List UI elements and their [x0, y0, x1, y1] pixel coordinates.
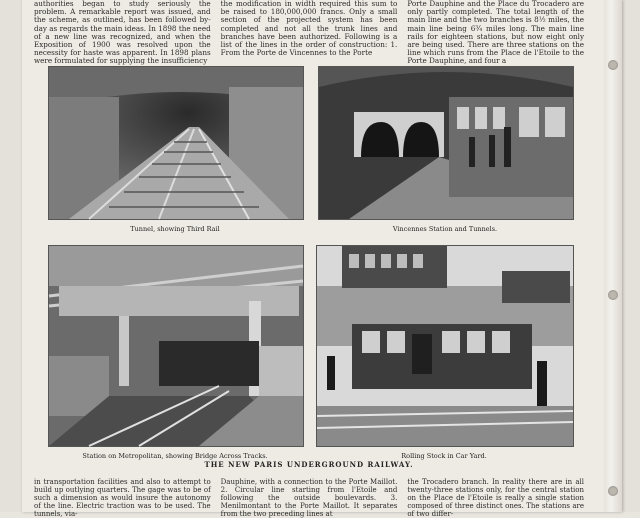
article-title: THE NEW PARIS UNDERGROUND RAILWAY.	[204, 460, 414, 469]
photo-tunnel	[48, 66, 304, 220]
station-illustration	[319, 67, 573, 219]
bottom-text-col-2: Dauphine, with a connection to the Porte Maillot. 2. Circular line starting from l'Etoile and following the outside boulevards. 3. Menilmontant to the Porte Maillot. It separates from the two preceding lines at	[220, 478, 398, 518]
tunnel-illustration	[49, 67, 303, 219]
binding-hole	[608, 486, 618, 496]
photo-rolling-stock	[316, 245, 574, 447]
binding-hole	[608, 60, 618, 70]
caption-rolling-stock: Rolling Stock in Car Yard.	[401, 452, 487, 460]
binding-hole	[608, 290, 618, 300]
caption-station-tunnels: Vincennes Station and Tunnels.	[392, 225, 498, 233]
caption-station-bridge: Station on Metropolitan, showing Bridge Across Tracks.	[82, 452, 268, 460]
caption-tunnel: Tunnel, showing Third Rail	[130, 225, 220, 233]
bottom-text-col-3: the Trocadero branch. In reality there are in all twenty-three stations only, for the central station on the Place de l'Etoile is really a single station composed of three distinct ones. The stations are of two differ-	[407, 478, 585, 518]
photo-station-tunnels	[318, 66, 574, 220]
bottom-text-columns	[34, 478, 585, 518]
photo-station-bridge	[48, 245, 304, 447]
top-text-col-1: authorities began to study seriously the problem. A remarkable report was issued, and the scheme, as outlined, has been followed by-day as regards the main ideas. In 1898 the need of a new line was recognized, and when the Exposition of 1900 was resolved upon the necessity for haste was apparent. In 1898 plans were formulated for supplying the insufficiency	[34, 0, 211, 66]
top-text-columns	[34, 0, 585, 66]
top-text-col-3: Porte Dauphine and the Place du Trocadero are only partly completed. The total length of the main line and the two branches is 8½ miles, the main line being 6¾ miles long. The main line rails for eighteen stations, but now eight only are being used. There are three stations on the line which runs from the Place de l'Etoile to the Porte Dauphine, and four a	[407, 0, 585, 66]
rolling-stock-illustration	[317, 246, 573, 446]
top-text-col-2: the modification in width required this sum to be raised to 180,000,000 francs. Only a small section of the projected system has been completed and not all the trunk lines and branches have been authorized. Following is a list of the lines in the order of construction: 1. From the Porte de Vincennes to the Porte	[220, 0, 398, 58]
page-spine	[604, 0, 622, 512]
bridge-illustration	[49, 246, 303, 446]
bottom-text-col-1: in transportation facilities and also to attempt to build up outlying quarters. The gage was to be of such a dimension as would insure the autonomy of the line. Electric traction was to be used. The tunnels, via-	[34, 478, 211, 518]
